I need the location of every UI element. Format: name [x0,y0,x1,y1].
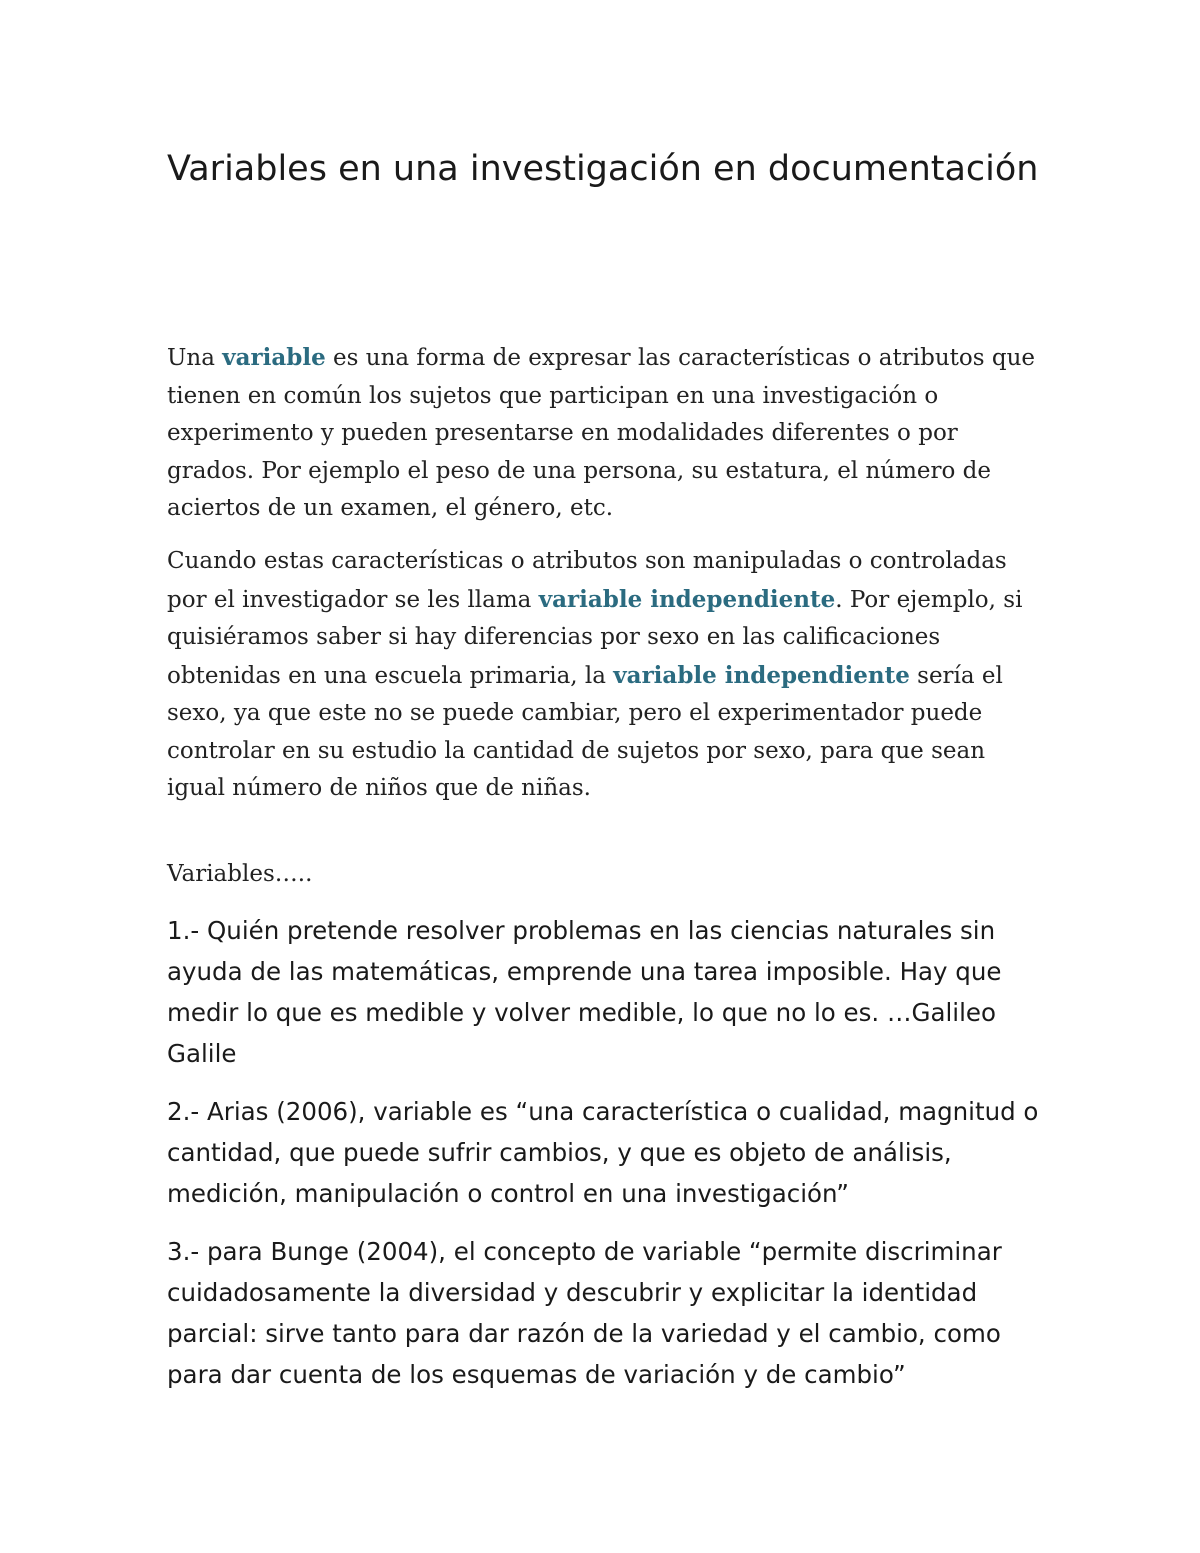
paragraph-variables-heading: Variables….. [167,861,313,887]
quote-arias: 2.- Arias (2006), variable es “una característica o cualidad, magnitud o cantidad, que puede sufrir cambios, y que es objeto de análisis, medición, manipulación o control en una investigación” [167,1097,1039,1208]
quote-bunge: 3.- para Bunge (2004), el concepto de variable “permite discriminar cuidadosamente la diversidad y descubrir y explicitar la identidad parcial: sirve tanto para dar razón de la variedad y el cambio, como para dar cuenta de los esquemas de variación y de cambio” [167,1237,1002,1389]
quote-galileo: 1.- Quién pretende resolver problemas en las ciencias naturales sin ayuda de las matemáticas, emprende una tarea imposible. Hay que medir lo que es medible y volver medible, lo que no lo es. …Galileo Galile [167,916,1002,1068]
paragraph-independent-variable [167,543,1047,808]
highlighted-term: variable independiente [538,585,836,613]
document-title: Variables en una investigación en documentación [167,149,1039,189]
paragraph-text: es una forma de expresar las características o atributos que tienen en común los sujetos que participan en una investigación o experimento y pueden presentarse en modalidades diferentes o por grados. Por ejemplo el peso de una persona, su estatura, el número de aciertos de un examen, el género, etc. [167,345,1036,521]
paragraph-text: Cuando estas características o atributos son manipuladas o controladas por el investigador se les llama [167,548,1007,613]
highlighted-term: variable [222,344,326,371]
paragraph-definition [167,339,1047,528]
paragraph-text: . Por ejemplo, si quisiéramos saber si hay diferencias por sexo en las calificaciones obtenidas en una escuela primaria, la [167,586,1023,689]
highlighted-term: variable independiente [613,661,910,689]
paragraph-text: sería el sexo, ya que este no se puede cambiar, pero el experimentador puede controlar en su estudio la cantidad de sujetos por sexo, para que sean igual número de niños que de niñas. [167,662,1003,801]
paragraph-text: Una [167,345,223,371]
